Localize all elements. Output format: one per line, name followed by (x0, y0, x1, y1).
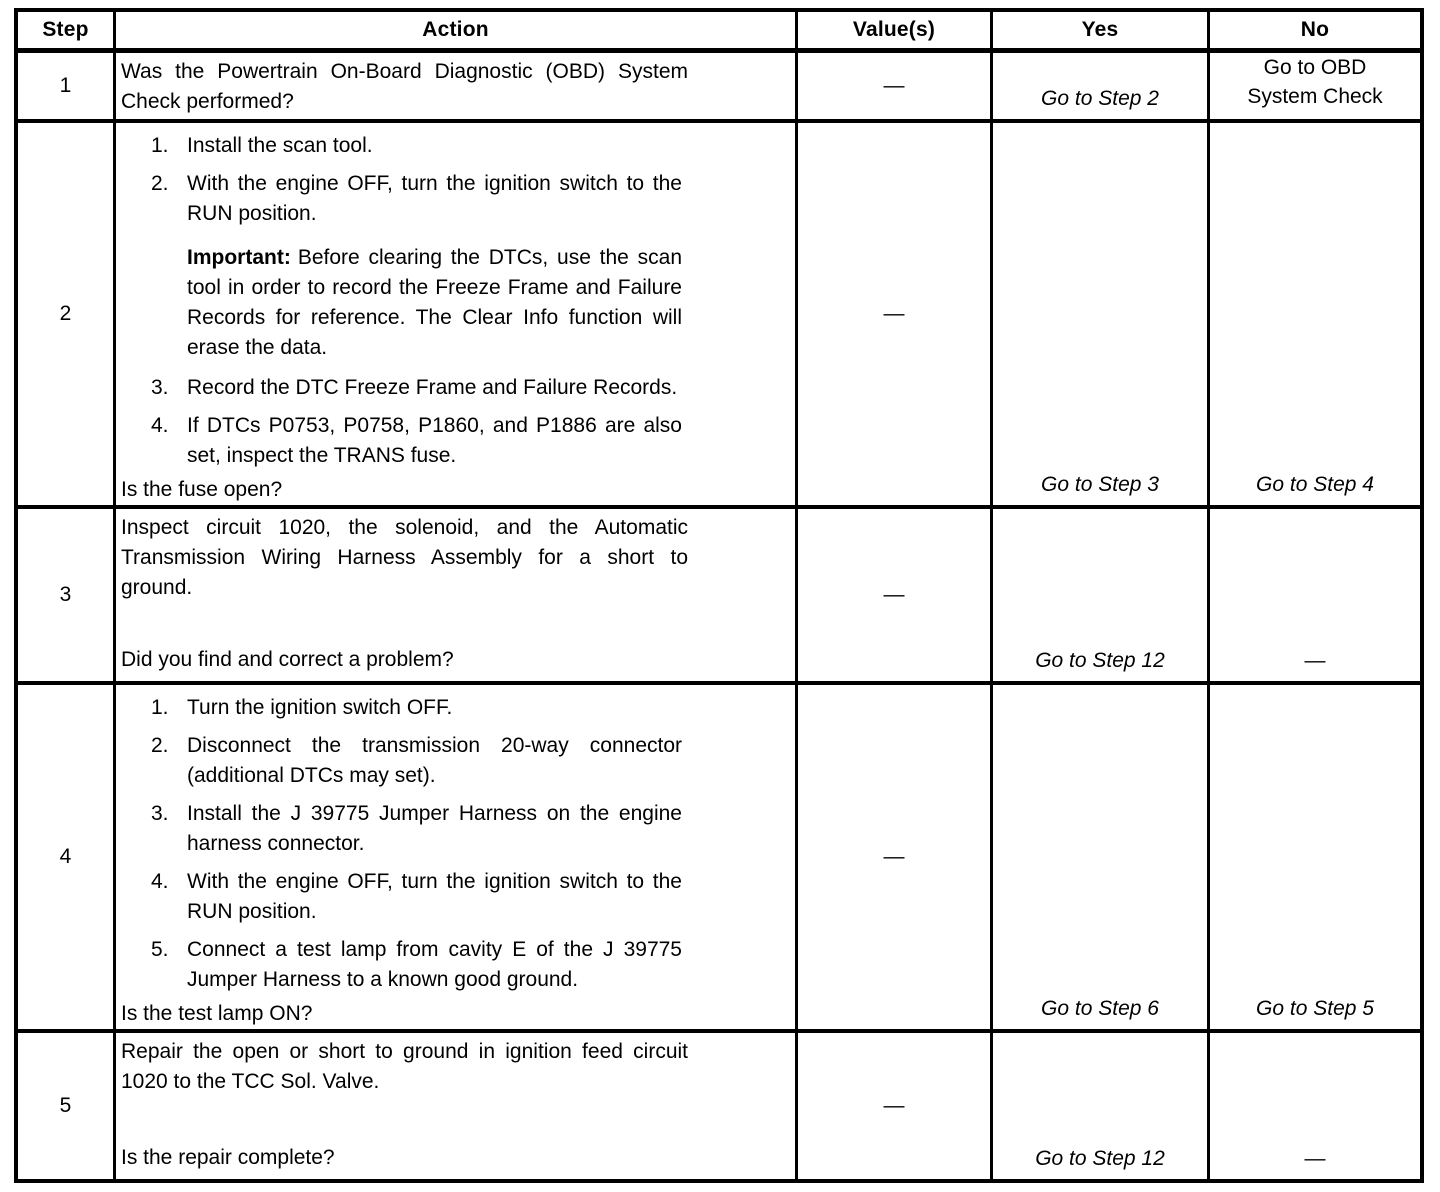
list-item (151, 799, 789, 859)
no-text: Go to Step 4 (1256, 473, 1374, 496)
action-question: Is the test lamp ON? (121, 1002, 313, 1025)
action-question: Is the repair complete? (121, 1146, 335, 1169)
list-item (151, 731, 789, 791)
value-cell: — (798, 123, 993, 505)
note-body: Before clearing the DTCs, use the scan tool in order to record the Freeze Frame and Failure Records for reference. The Clear Info function will erase the data. (187, 246, 682, 359)
list-number: 1. (151, 696, 169, 719)
list-number: 3. (151, 376, 169, 399)
no-cell (1210, 1033, 1420, 1179)
yes-text: Go to Step 6 (1041, 997, 1159, 1020)
no-text: — (1304, 649, 1326, 672)
no-text: Go to Step 5 (1256, 997, 1374, 1020)
header-step: Step (18, 12, 116, 48)
header-no: No (1300, 18, 1330, 41)
value-cell: — (798, 509, 993, 681)
table-row-step-5 (18, 1033, 1420, 1179)
list-item-text: Record the DTC Freeze Frame and Failure Records. (187, 376, 678, 399)
yes-cell (993, 123, 1210, 505)
action-paragraph: Was the Powertrain On-Board Diagnostic (OBD) System Check performed? (121, 60, 688, 113)
yes-cell (993, 1033, 1210, 1179)
step-number: 5 (18, 1033, 116, 1179)
step-number: 1 (18, 53, 116, 119)
yes-cell (993, 509, 1210, 681)
no-text: — (1304, 1147, 1326, 1170)
action-cell (116, 685, 798, 1029)
no-cell (1210, 53, 1420, 119)
list-item (151, 867, 789, 927)
step-number: 4 (18, 685, 116, 1029)
table-row-step-1 (18, 53, 1420, 123)
list-item-text: With the engine OFF, turn the ignition switch to the RUN position. (187, 172, 682, 225)
action-cell (116, 123, 798, 505)
table-row-step-3 (18, 509, 1420, 685)
list-item (151, 131, 789, 161)
list-number: 3. (151, 802, 169, 825)
list-item-text: Disconnect the transmission 20-way connector (additional DTCs may set). (187, 734, 682, 787)
action-list (121, 687, 789, 995)
list-item-text: Install the scan tool. (187, 134, 373, 157)
list-number: 2. (151, 734, 169, 757)
value-cell: — (798, 53, 993, 119)
yes-text: Go to Step 3 (1041, 473, 1159, 496)
list-number: 5. (151, 938, 169, 961)
list-number: 4. (151, 870, 169, 893)
table-row-step-2 (18, 123, 1420, 509)
note-text (187, 243, 682, 363)
list-item (151, 411, 789, 471)
yes-text: Go to Step 12 (1035, 649, 1165, 672)
list-item (151, 373, 789, 403)
value-cell: — (798, 685, 993, 1029)
action-question: Is the fuse open? (121, 478, 283, 501)
action-question: Did you find and correct a problem? (121, 648, 454, 671)
list-item-text: With the engine OFF, turn the ignition switch to the RUN position. (187, 870, 682, 923)
list-number: 4. (151, 414, 169, 437)
table-row-step-4 (18, 685, 1420, 1033)
action-cell (116, 53, 798, 119)
step-number: 2 (18, 123, 116, 505)
diagnostic-table (14, 8, 1424, 1183)
action-list (121, 125, 789, 471)
value-cell: — (798, 1033, 993, 1179)
important-label: Important: (187, 246, 291, 269)
list-item-text: Connect a test lamp from cavity E of the J 39775 Jumper Harness to a known good ground. (187, 938, 682, 991)
no-cell (1210, 685, 1420, 1029)
action-paragraph: Inspect circuit 1020, the solenoid, and the Automatic Transmission Wiring Harness Assembly for a short to ground. (121, 516, 688, 599)
important-note (151, 243, 789, 363)
action-cell (116, 1033, 798, 1179)
no-cell (1210, 123, 1420, 505)
action-cell (116, 509, 798, 681)
yes-cell (993, 53, 1210, 119)
header-yes: Yes (993, 12, 1210, 48)
no-text: Go to OBD System Check (1247, 56, 1383, 108)
yes-text: Go to Step 12 (1035, 1147, 1165, 1170)
list-item (151, 169, 789, 229)
table-header-row (18, 12, 1420, 53)
yes-text: Go to Step 2 (1041, 87, 1159, 110)
list-item-text: Turn the ignition switch OFF. (187, 696, 453, 719)
header-action: Action (116, 12, 798, 48)
list-item-text: Install the J 39775 Jumper Harness on the engine harness connector. (187, 802, 682, 855)
no-cell (1210, 509, 1420, 681)
list-item-text: If DTCs P0753, P0758, P1860, and P1886 are also set, inspect the TRANS fuse. (187, 414, 682, 467)
list-item (151, 935, 789, 995)
header-values: Value(s) (798, 12, 993, 48)
list-number-spacer (151, 243, 187, 363)
step-number: 3 (18, 509, 116, 681)
action-paragraph: Repair the open or short to ground in ignition feed circuit 1020 to the TCC Sol. Valve. (121, 1040, 688, 1093)
yes-cell (993, 685, 1210, 1029)
list-number: 2. (151, 172, 169, 195)
list-item (151, 693, 789, 723)
list-number: 1. (151, 134, 169, 157)
